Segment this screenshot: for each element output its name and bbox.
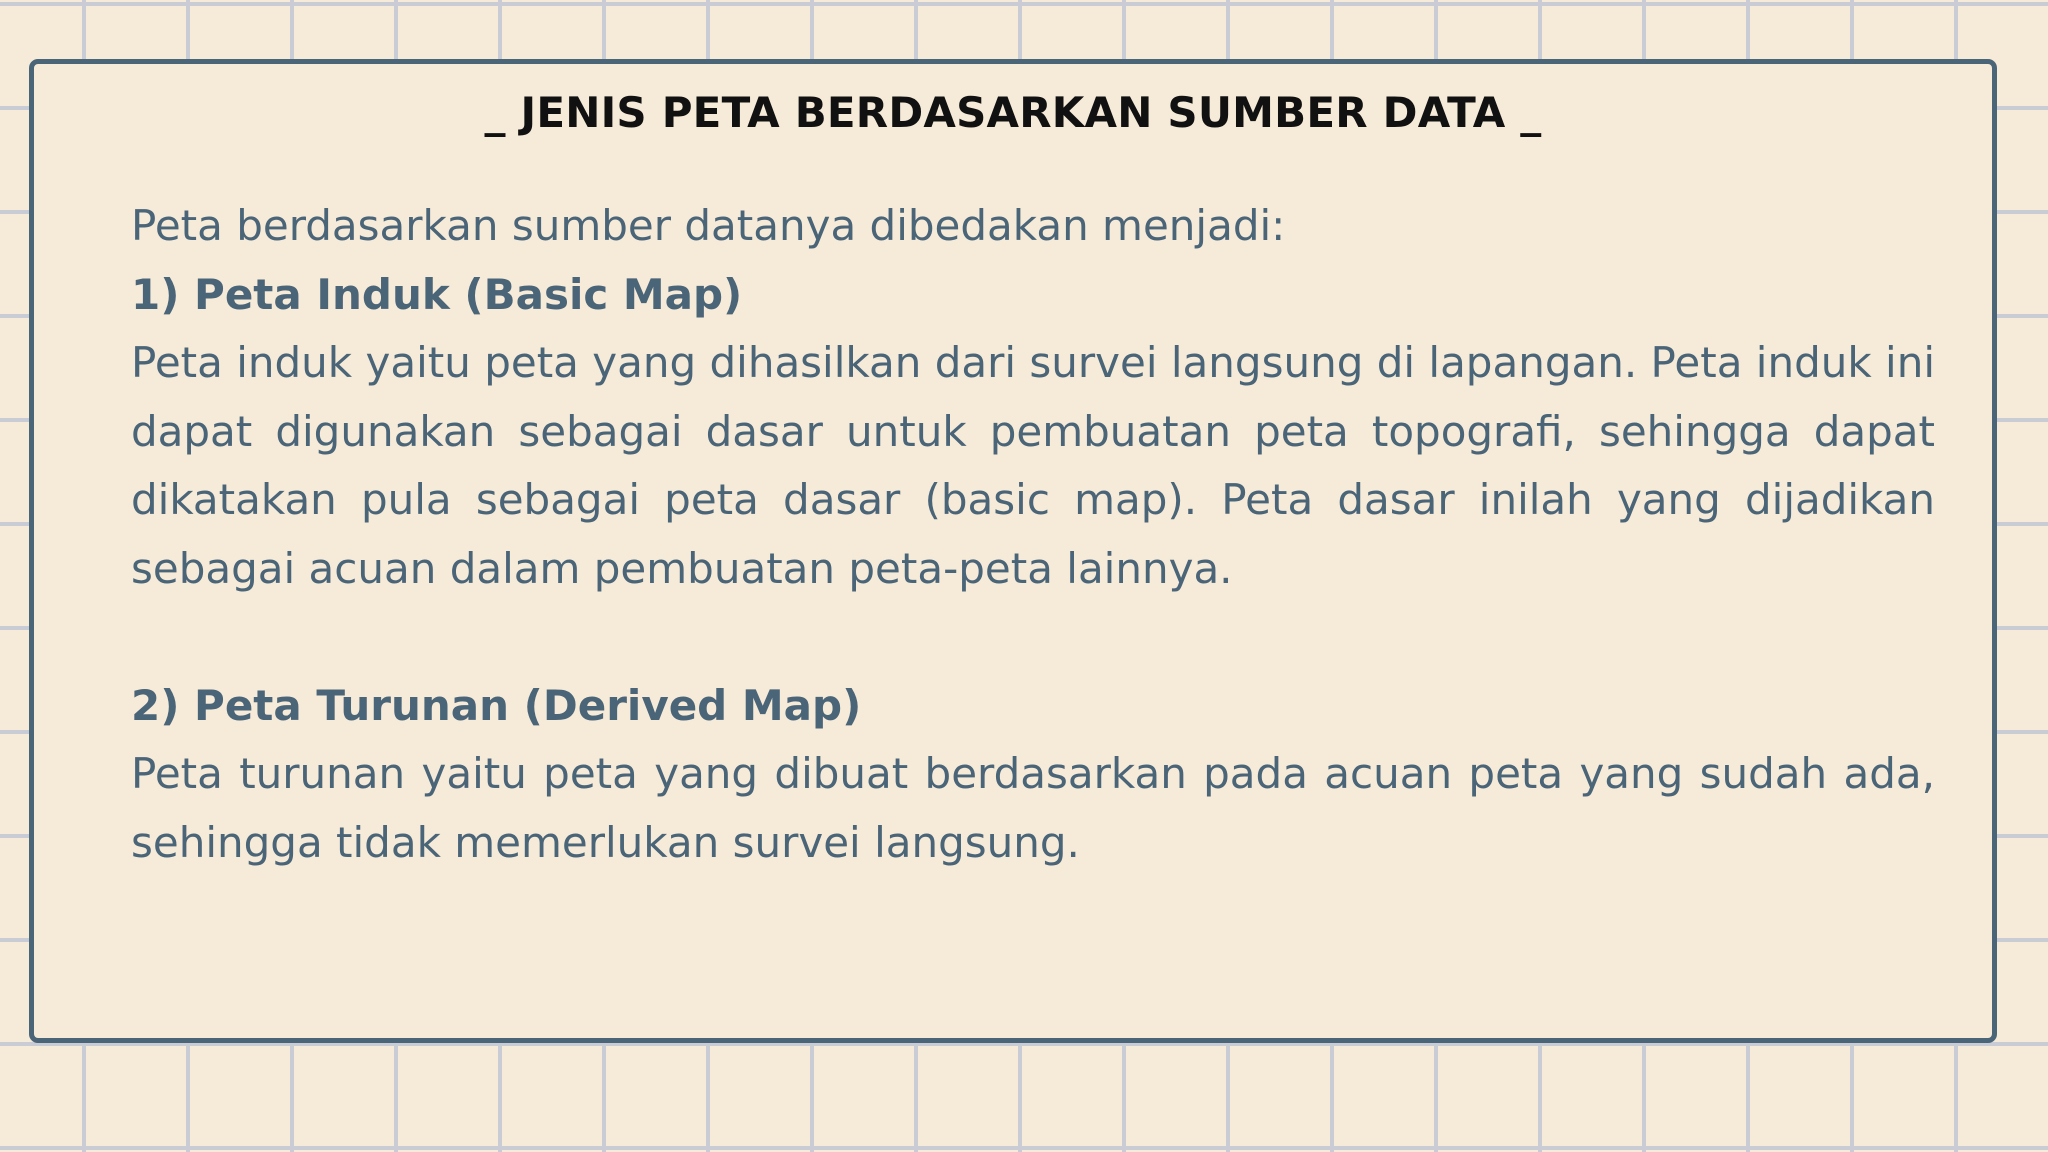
content-card [29, 59, 1997, 1043]
section-body-derived-map: Peta turunan yaitu peta yang dibuat berdasarkan pada acuan peta yang sudah ada, sehingga tidak memerlukan survei langsung. [131, 749, 1935, 867]
section-heading-derived-map: 2) Peta Turunan (Derived Map) [131, 680, 862, 730]
section-spacer [131, 603, 1935, 672]
section-body-basic-map: Peta induk yaitu peta yang dihasilkan dari survei langsung di lapangan. Peta induk ini dapat digunakan sebagai dasar untuk pembuatan peta topografi, sehingga dapat dikatakan pula sebagai peta dasar (basic map). Peta dasar inilah yang dijadikan sebagai acuan dalam pembuatan peta-peta lainnya. [131, 338, 1935, 593]
page-title: _ JENIS PETA BERDASARKAN SUMBER DATA _ [484, 88, 1542, 137]
section-heading-basic-map: 1) Peta Induk (Basic Map) [131, 269, 743, 319]
intro-text: Peta berdasarkan sumber datanya dibedakan menjadi: [131, 201, 1286, 250]
content-body [131, 192, 1935, 877]
